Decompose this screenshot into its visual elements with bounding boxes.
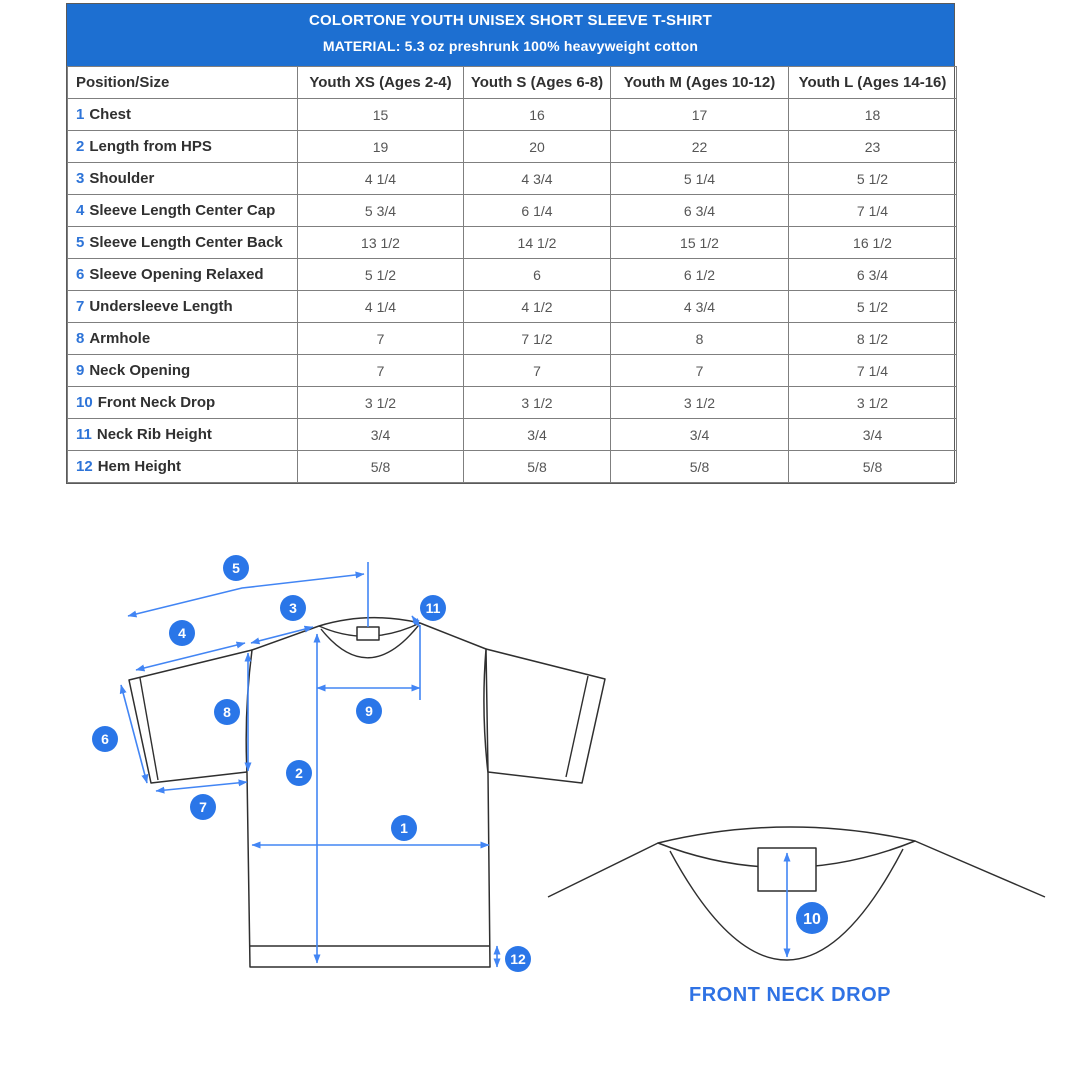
svg-text:7: 7 bbox=[199, 799, 207, 815]
cell-value: 3/4 bbox=[464, 419, 611, 451]
cell-value: 3/4 bbox=[789, 419, 957, 451]
cell-value: 4 3/4 bbox=[464, 163, 611, 195]
row-number: 2 bbox=[76, 138, 85, 155]
row-number: 10 bbox=[76, 394, 93, 411]
cell-value: 3 1/2 bbox=[464, 387, 611, 419]
detail-right-shoulder-line bbox=[915, 841, 1045, 897]
cell-value: 8 bbox=[611, 323, 789, 355]
marker-6 bbox=[92, 726, 118, 752]
cell-value: 18 bbox=[789, 99, 957, 131]
row-label: Sleeve Length Center Cap bbox=[89, 202, 276, 219]
row-header-cell bbox=[68, 99, 298, 131]
table-row bbox=[68, 195, 957, 227]
column-header-youth-l: Youth L (Ages 14-16) bbox=[789, 67, 957, 99]
column-header-position-size: Position/Size bbox=[68, 67, 298, 99]
row-header-cell bbox=[68, 451, 298, 483]
row-label: Neck Opening bbox=[89, 362, 191, 379]
row-header-cell bbox=[68, 387, 298, 419]
column-header-youth-m: Youth M (Ages 10-12) bbox=[611, 67, 789, 99]
row-label: Shoulder bbox=[89, 170, 155, 187]
svg-text:4: 4 bbox=[178, 625, 186, 641]
marker-10 bbox=[796, 902, 828, 934]
row-label: Neck Rib Height bbox=[96, 426, 212, 443]
row-header-cell bbox=[68, 323, 298, 355]
svg-text:6: 6 bbox=[101, 731, 109, 747]
cell-value: 7 1/4 bbox=[789, 195, 957, 227]
detail-left-shoulder-line bbox=[548, 843, 658, 897]
cell-value: 8 1/2 bbox=[789, 323, 957, 355]
cell-value: 7 1/2 bbox=[464, 323, 611, 355]
table-row bbox=[68, 419, 957, 451]
row-label: Sleeve Opening Relaxed bbox=[89, 266, 264, 283]
header-row bbox=[68, 67, 957, 99]
svg-text:8: 8 bbox=[223, 704, 231, 720]
cell-value: 17 bbox=[611, 99, 789, 131]
table-row bbox=[68, 323, 957, 355]
cell-value: 5 1/4 bbox=[611, 163, 789, 195]
cell-value: 7 bbox=[298, 355, 464, 387]
table-row bbox=[68, 131, 957, 163]
cell-value: 3 1/2 bbox=[611, 387, 789, 419]
table-row bbox=[68, 163, 957, 195]
row-number: 9 bbox=[76, 362, 85, 379]
cell-value: 15 1/2 bbox=[611, 227, 789, 259]
row-label: Undersleeve Length bbox=[89, 298, 233, 315]
marker-12 bbox=[505, 946, 531, 972]
row-label: Armhole bbox=[89, 330, 151, 347]
cell-value: 20 bbox=[464, 131, 611, 163]
cell-value: 15 bbox=[298, 99, 464, 131]
arrow-7-undersleeve-length bbox=[156, 782, 247, 791]
cell-value: 14 1/2 bbox=[464, 227, 611, 259]
row-number: 6 bbox=[76, 266, 85, 283]
cell-value: 13 1/2 bbox=[298, 227, 464, 259]
tshirt-measurement-diagram bbox=[0, 530, 1080, 1073]
svg-text:10: 10 bbox=[803, 911, 821, 928]
cell-value: 5 1/2 bbox=[298, 259, 464, 291]
row-label: Chest bbox=[89, 106, 132, 123]
row-number: 3 bbox=[76, 170, 85, 187]
row-header-cell bbox=[68, 291, 298, 323]
column-header-youth-s: Youth S (Ages 6-8) bbox=[464, 67, 611, 99]
table-row bbox=[68, 291, 957, 323]
row-header-cell bbox=[68, 131, 298, 163]
marker-7 bbox=[190, 794, 216, 820]
svg-text:11: 11 bbox=[425, 600, 441, 616]
row-number: 1 bbox=[76, 106, 85, 123]
svg-text:12: 12 bbox=[510, 951, 526, 967]
size-chart-table bbox=[67, 66, 957, 483]
cell-value: 5 3/4 bbox=[298, 195, 464, 227]
tshirt-body bbox=[246, 618, 490, 967]
row-number: 8 bbox=[76, 330, 85, 347]
row-number: 5 bbox=[76, 234, 85, 251]
cell-value: 4 1/4 bbox=[298, 163, 464, 195]
row-header-cell bbox=[68, 227, 298, 259]
row-header-cell bbox=[68, 163, 298, 195]
cell-value: 4 3/4 bbox=[611, 291, 789, 323]
svg-text:3: 3 bbox=[289, 600, 297, 616]
cell-value: 3 1/2 bbox=[298, 387, 464, 419]
cell-value: 5 1/2 bbox=[789, 163, 957, 195]
column-header-youth-xs: Youth XS (Ages 2-4) bbox=[298, 67, 464, 99]
table-row bbox=[68, 387, 957, 419]
cell-value: 7 1/4 bbox=[789, 355, 957, 387]
cell-value: 6 bbox=[464, 259, 611, 291]
row-label: Hem Height bbox=[97, 458, 182, 475]
cell-value: 16 bbox=[464, 99, 611, 131]
table-row bbox=[68, 99, 957, 131]
table-row bbox=[68, 355, 957, 387]
cell-value: 23 bbox=[789, 131, 957, 163]
chart-banner bbox=[67, 4, 954, 66]
cell-value: 6 1/4 bbox=[464, 195, 611, 227]
marker-11 bbox=[420, 595, 446, 621]
table-row bbox=[68, 451, 957, 483]
cell-value: 4 1/4 bbox=[298, 291, 464, 323]
cell-value: 5/8 bbox=[464, 451, 611, 483]
row-number: 11 bbox=[76, 426, 92, 443]
cell-value: 3/4 bbox=[611, 419, 789, 451]
row-number: 4 bbox=[76, 202, 85, 219]
cell-value: 6 3/4 bbox=[789, 259, 957, 291]
cell-value: 3 1/2 bbox=[789, 387, 957, 419]
marker-4 bbox=[169, 620, 195, 646]
cell-value: 5/8 bbox=[789, 451, 957, 483]
cell-value: 5/8 bbox=[298, 451, 464, 483]
arrow-5-sleeve-length-center-back bbox=[128, 574, 364, 616]
cell-value: 22 bbox=[611, 131, 789, 163]
neck-label-tag bbox=[357, 627, 379, 640]
cell-value: 4 1/2 bbox=[464, 291, 611, 323]
row-header-cell bbox=[68, 259, 298, 291]
cell-value: 5 1/2 bbox=[789, 291, 957, 323]
svg-text:9: 9 bbox=[365, 703, 373, 719]
cell-value: 6 3/4 bbox=[611, 195, 789, 227]
row-label: Front Neck Drop bbox=[97, 394, 216, 411]
svg-text:2: 2 bbox=[295, 765, 303, 781]
marker-2 bbox=[286, 760, 312, 786]
marker-9 bbox=[356, 698, 382, 724]
banner-title: COLORTONE YOUTH UNISEX SHORT SLEEVE T-SHIRT bbox=[308, 12, 713, 29]
table-row bbox=[68, 259, 957, 291]
size-chart-sheet bbox=[66, 3, 955, 484]
cell-value: 6 1/2 bbox=[611, 259, 789, 291]
banner-subtitle: MATERIAL: 5.3 oz preshrunk 100% heavyweight cotton bbox=[322, 38, 699, 54]
svg-text:5: 5 bbox=[232, 560, 240, 576]
marker-5 bbox=[223, 555, 249, 581]
cell-value: 16 1/2 bbox=[789, 227, 957, 259]
tshirt-front-outline bbox=[129, 618, 605, 967]
cell-value: 3/4 bbox=[298, 419, 464, 451]
row-number: 12 bbox=[76, 458, 93, 475]
row-header-cell bbox=[68, 355, 298, 387]
table-row bbox=[68, 227, 957, 259]
marker-3 bbox=[280, 595, 306, 621]
front-neck-drop-caption: FRONT NECK DROP bbox=[689, 984, 891, 1006]
svg-text:1: 1 bbox=[400, 820, 408, 836]
cell-value: 19 bbox=[298, 131, 464, 163]
row-header-cell bbox=[68, 419, 298, 451]
cell-value: 7 bbox=[611, 355, 789, 387]
row-label: Length from HPS bbox=[89, 138, 212, 155]
row-label: Sleeve Length Center Back bbox=[89, 234, 283, 251]
size-table-body bbox=[68, 99, 957, 483]
marker-1 bbox=[391, 815, 417, 841]
cell-value: 7 bbox=[298, 323, 464, 355]
cell-value: 5/8 bbox=[611, 451, 789, 483]
row-number: 7 bbox=[76, 298, 85, 315]
right-sleeve bbox=[486, 649, 605, 783]
marker-8 bbox=[214, 699, 240, 725]
cell-value: 7 bbox=[464, 355, 611, 387]
row-header-cell bbox=[68, 195, 298, 227]
